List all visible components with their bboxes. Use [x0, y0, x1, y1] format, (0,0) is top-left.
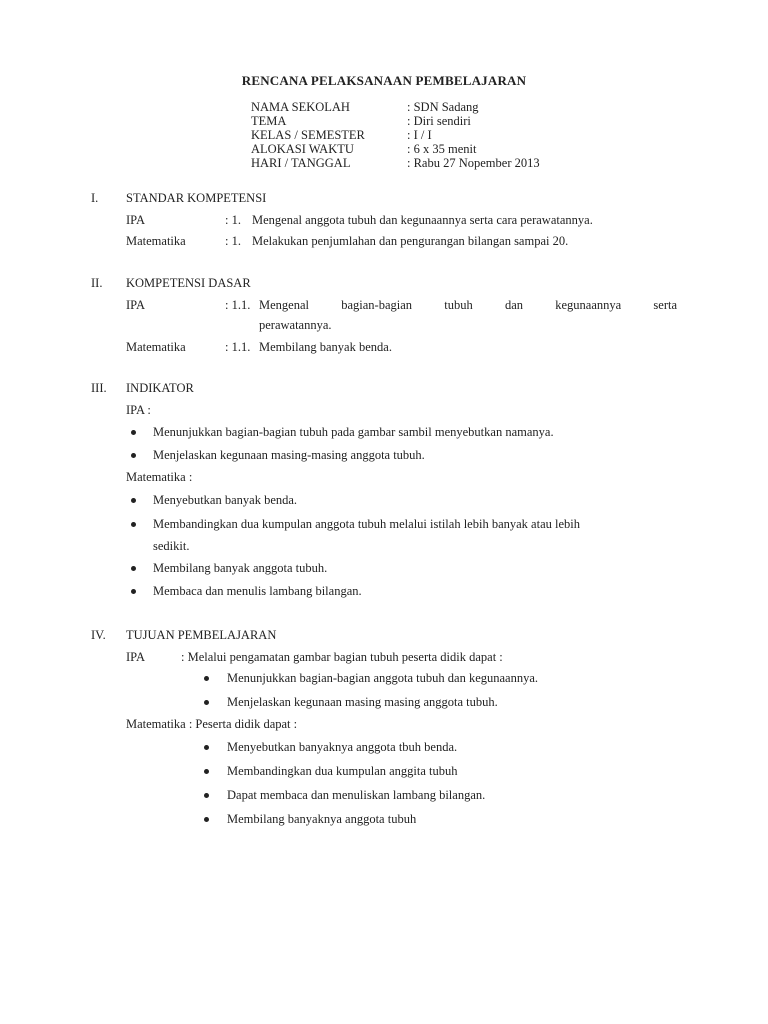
- competency-text-continuation: perawatannya.: [259, 318, 332, 332]
- identity-value: : 6 x 35 menit: [407, 142, 477, 156]
- subject-label: IPA: [126, 298, 145, 312]
- bullet-icon: [204, 793, 209, 798]
- list-item: Menjelaskan kegunaan masing-masing anggota tubuh.: [153, 448, 425, 462]
- subject-label: Matematika: [126, 340, 186, 354]
- competency-text: Melakukan penjumlahan dan pengurangan bilangan sampai 20.: [252, 234, 569, 248]
- list-item-continuation: sedikit.: [153, 539, 190, 553]
- competency-text: Membilang banyak benda.: [259, 340, 392, 354]
- list-item: Menjelaskan kegunaan masing masing anggota tubuh.: [227, 695, 498, 709]
- subject-label: IPA :: [126, 403, 151, 417]
- section-heading: KOMPETENSI DASAR: [126, 276, 251, 290]
- competency-text: Mengenal bagian-bagian tubuh dan kegunaannya serta: [259, 298, 677, 312]
- list-item: Membandingkan dua kumpulan anggita tubuh: [227, 764, 458, 778]
- identity-value: : I / I: [407, 128, 432, 142]
- section-number: II.: [91, 276, 103, 290]
- list-item: Membilang banyak anggota tubuh.: [153, 561, 328, 575]
- document-title: RENCANA PELAKSANAAN PEMBELAJARAN: [241, 73, 527, 88]
- bullet-icon: [204, 817, 209, 822]
- bullet-icon: [131, 566, 136, 571]
- section-heading: TUJUAN PEMBELAJARAN: [126, 628, 277, 642]
- bullet-icon: [131, 430, 136, 435]
- list-item: Menyebutkan banyak benda.: [153, 493, 298, 507]
- bullet-icon: [204, 676, 209, 681]
- goal-intro: Matematika : Peserta didik dapat :: [126, 717, 298, 731]
- goal-intro: : Melalui pengamatan gambar bagian tubuh peserta didik dapat :: [181, 650, 503, 664]
- section-heading: STANDAR KOMPETENSI: [126, 191, 267, 205]
- subject-label: IPA: [126, 213, 145, 227]
- competency-text: Mengenal anggota tubuh dan kegunaannya serta cara perawatannya.: [252, 213, 593, 227]
- identity-value: : Rabu 27 Nopember 2013: [407, 156, 540, 170]
- item-number: : 1.1.: [225, 298, 251, 312]
- list-item: Menyebutkan banyaknya anggota tbuh benda.: [227, 740, 458, 754]
- item-number: : 1.1.: [225, 340, 251, 354]
- identity-label: KELAS / SEMESTER: [251, 128, 365, 142]
- identity-label: HARI / TANGGAL: [251, 156, 351, 170]
- identity-label: ALOKASI WAKTU: [251, 142, 354, 156]
- list-item: Membandingkan dua kumpulan anggota tubuh melalui istilah lebih banyak atau lebih: [153, 517, 580, 531]
- identity-label: NAMA SEKOLAH: [251, 100, 350, 114]
- identity-value: : Diri sendiri: [407, 114, 471, 128]
- identity-label: TEMA: [251, 114, 287, 128]
- list-item: Menunjukkan bagian-bagian anggota tubuh dan kegunaannya.: [227, 671, 539, 685]
- bullet-icon: [204, 745, 209, 750]
- bullet-icon: [204, 769, 209, 774]
- list-item: Menunjukkan bagian-bagian tubuh pada gambar sambil menyebutkan namanya.: [153, 425, 554, 439]
- bullet-icon: [131, 498, 136, 503]
- item-number: : 1.: [225, 234, 241, 248]
- bullet-icon: [131, 453, 136, 458]
- bullet-icon: [204, 700, 209, 705]
- section-number: III.: [91, 381, 107, 395]
- item-number: : 1.: [225, 213, 241, 227]
- subject-label: IPA: [126, 650, 145, 664]
- bullet-icon: [131, 589, 136, 594]
- list-item: Membaca dan menulis lambang bilangan.: [153, 584, 362, 598]
- section-number: IV.: [91, 628, 106, 642]
- section-number: I.: [91, 191, 99, 205]
- list-item: Dapat membaca dan menuliskan lambang bilangan.: [227, 788, 486, 802]
- section-heading: INDIKATOR: [126, 381, 194, 395]
- identity-value: : SDN Sadang: [407, 100, 479, 114]
- list-item: Membilang banyaknya anggota tubuh: [227, 812, 417, 826]
- bullet-icon: [131, 522, 136, 527]
- subject-label: Matematika :: [126, 470, 193, 484]
- subject-label: Matematika: [126, 234, 186, 248]
